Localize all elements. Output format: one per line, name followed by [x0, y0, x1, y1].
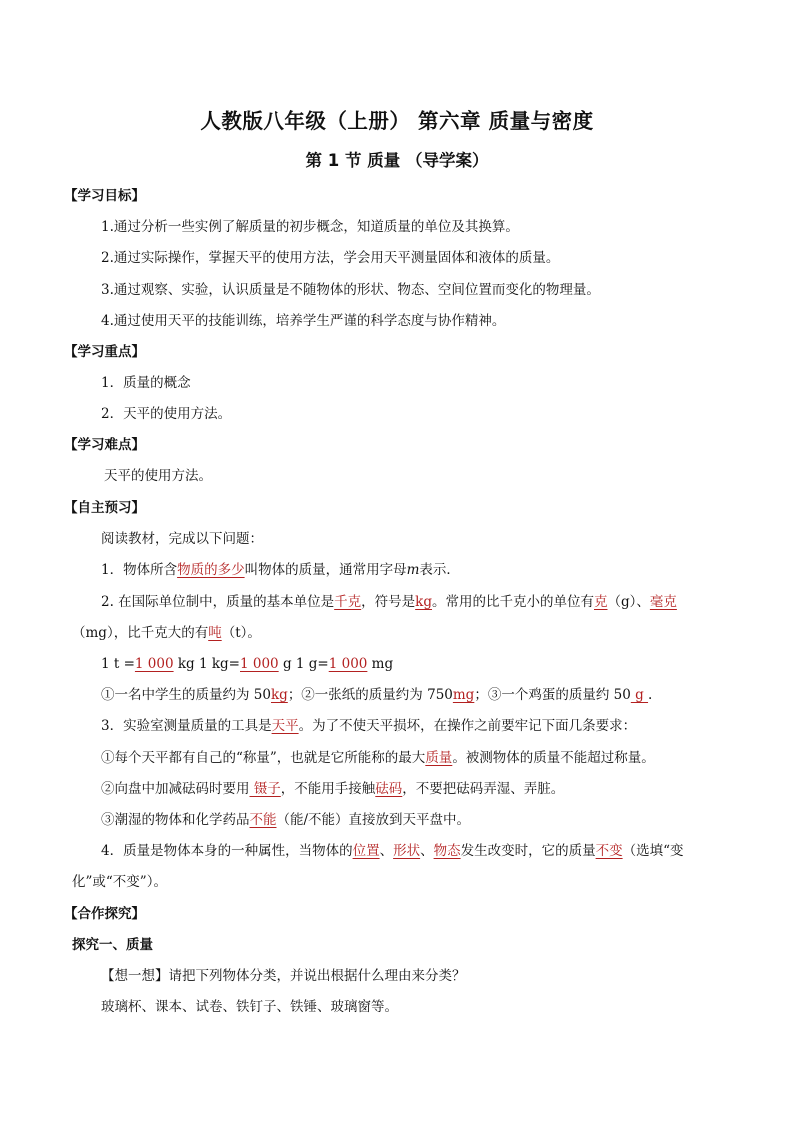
question-2 [101, 593, 677, 611]
rule-1 [101, 749, 655, 767]
conv-text: g 1 g= [278, 656, 329, 672]
preview-heading: 【自主预习】 [64, 500, 145, 516]
q2-text: ，符号是 [361, 594, 416, 610]
answer-blank: 不能 [249, 812, 277, 828]
q4-text: 发生改变时，它的质量 [460, 843, 596, 859]
question-4-cont: 化”或“不变”）。 [72, 874, 167, 890]
q4-text: 、 [420, 843, 434, 859]
unit-conversion [101, 655, 393, 673]
answer-blank: 克 [594, 594, 608, 610]
preview-intro: 阅读教材，完成以下问题： [101, 531, 263, 547]
conv-text: 1 t = [101, 656, 135, 672]
answer-blank: 1 000 [134, 656, 174, 672]
est-text: . [648, 687, 653, 703]
q2-text: （t）。 [221, 625, 261, 641]
focus-item: 1．质量的概念 [101, 375, 191, 391]
answer-blank: kg [270, 687, 288, 703]
q1-text: 表示． [419, 562, 460, 578]
answer-blank: 千克 [334, 594, 362, 610]
page-title: 人教版八年级（上册） 第六章 质量与密度 [200, 109, 594, 133]
focus-item: 2．天平的使用方法。 [101, 406, 232, 422]
answer-blank: 砝码 [375, 781, 403, 797]
answer-blank: 质量 [425, 750, 453, 766]
est-text: ①一名中学生的质量约为 50 [101, 687, 271, 703]
q2-text: 2. 在国际单位制中，质量的基本单位是 [101, 594, 335, 610]
answer-blank: 毫克 [649, 594, 677, 610]
answer-blank: g [630, 687, 649, 703]
q2-text: （mg），比千克大的有 [72, 625, 209, 641]
rule-text: ③潮湿的物体和化学药品 [101, 812, 250, 828]
q3-text: 。为了不使天平损坏，在操作之前要牢记下面几条要求： [298, 718, 637, 734]
goal-item: 3.通过观察、实验，认识质量是不随物体的形状、物态、空间位置而变化的物理量。 [101, 282, 600, 298]
answer-blank: kg [415, 594, 432, 610]
rule-text: ②向盘中加减砝码时要用 [101, 781, 250, 797]
rule-text: 。被测物体的质量不能超过称量。 [452, 750, 655, 766]
answer-blank: 物态 [433, 843, 461, 859]
rule-2 [101, 780, 564, 798]
q2-text: （g）、 [607, 594, 650, 610]
est-text: ；③一个鸡蛋的质量约 50 [474, 687, 631, 703]
q4-text: （选填“变 [622, 843, 684, 859]
estimates [101, 686, 652, 704]
answer-blank: mg [452, 687, 475, 703]
goal-item: 1.通过分析一些实例了解质量的初步概念，知道质量的单位及其换算。 [101, 219, 519, 235]
rule-text: ①每个天平都有自己的“称量”，也就是它所能称的最大 [101, 750, 426, 766]
answer-blank: 物质的多少 [177, 562, 245, 578]
rule-text: ，不要把砝码弄湿、弄脏。 [402, 781, 565, 797]
answer-blank: 1 000 [328, 656, 368, 672]
rule-text: （能/不能）直接放到天平盘中。 [276, 812, 471, 828]
question-2-cont [72, 624, 261, 642]
explore-subheading: 探究一、质量 [72, 937, 153, 953]
symbol-m: m [406, 562, 420, 578]
goal-item: 2.通过实际操作，掌握天平的使用方法，学会用天平测量固体和液体的质量。 [101, 250, 560, 266]
answer-blank: 吨 [208, 625, 222, 641]
focus-heading: 【学习重点】 [64, 344, 145, 360]
q2-text: 。常用的比千克小的单位有 [432, 594, 594, 610]
difficulty-heading: 【学习难点】 [64, 437, 145, 453]
answer-blank: 天平 [271, 718, 299, 734]
est-text: ；②一张纸的质量约为 750 [287, 687, 453, 703]
question-1 [101, 561, 460, 579]
question-4 [101, 842, 684, 860]
q1-text: 1．物体所含 [101, 562, 178, 578]
explore-heading: 【合作探究】 [64, 906, 145, 922]
conv-text: mg [367, 656, 394, 672]
question-3 [101, 717, 636, 735]
q1-text: 叫物体的质量，通常用字母 [244, 562, 407, 578]
rule-text: ，不能用手接触 [280, 781, 376, 797]
q4-text: 4．质量是物体本身的一种属性，当物体的 [101, 843, 353, 859]
goal-item: 4.通过使用天平的技能训练，培养学生严谨的科学态度与协作精神。 [101, 313, 506, 329]
answer-blank: 位置 [352, 843, 380, 859]
answer-blank: 形状 [393, 843, 421, 859]
conv-text: kg 1 kg= [173, 656, 240, 672]
difficulty-text: 天平的使用方法。 [104, 468, 212, 484]
object-list: 玻璃杯、课本、试卷、铁钉子、铁锤、玻璃窗等。 [101, 999, 398, 1015]
think-prompt: 【想一想】请把下列物体分类，并说出根据什么理由来分类？ [101, 968, 466, 984]
page-subtitle: 第 1 节 质量 （导学案） [305, 151, 489, 170]
rule-3 [101, 811, 470, 829]
q4-text: 、 [379, 843, 394, 859]
goals-heading: 【学习目标】 [64, 188, 145, 204]
q3-text: 3．实验室测量质量的工具是 [101, 718, 272, 734]
answer-blank: 不变 [595, 843, 623, 859]
answer-blank: 1 000 [240, 656, 279, 672]
answer-blank: 镊子 [249, 781, 281, 797]
